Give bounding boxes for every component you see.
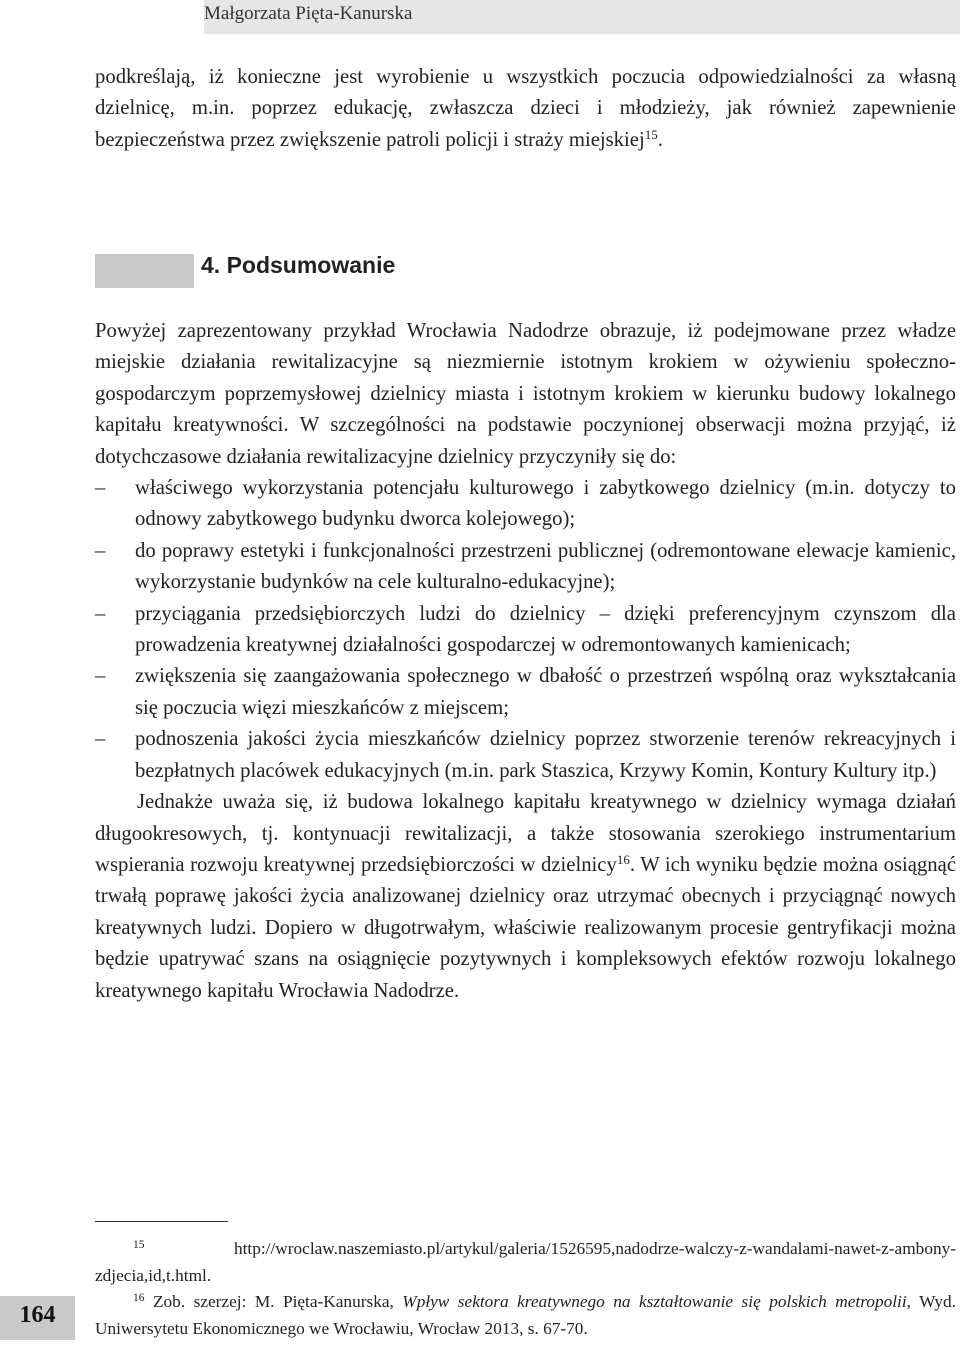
- list-item: [95, 724, 956, 787]
- list-item-text: podnoszenia jakości życia mieszkańców dzielnicy poprzez stworzenie terenów rekreacyjnych i bezpłatnych placówek edukacyjnych (m.in. park Staszica, Krzywy Komin, Kontury Kultury itp.): [135, 728, 956, 782]
- summary-paragraph: Powyżej zaprezentowany przykład Wrocławia Nadodrze obrazuje, iż podejmowane przez władze miejskie działania rewitalizacyjne są niezmiernie istotnym krokiem w ożywieniu społeczno-gospodarczym poprzemysłowej dzielnicy miasta i istotnym krokiem w kierunku budowy lokalnego kapitału kreatywności. W szczególności na podstawie poczynionej obserwacji można przyjąć, iż dotychczasowe działania rewitalizacyjne dzielnicy przyczyniły się do:: [95, 320, 956, 468]
- summary-body: [95, 316, 956, 1007]
- dash-bullet: –: [95, 602, 106, 625]
- footnotes: [95, 1236, 956, 1342]
- footnote-link[interactable]: http://wroclaw.naszemiasto.pl/artykul/galeria/1526595,nadodrze-walczy-z-wandalami-nawet-z-ambony-zdjecia,id,t.html.: [95, 1239, 956, 1285]
- intro-paragraph: [95, 62, 956, 156]
- section-heading: 4. Podsumowanie: [201, 252, 396, 278]
- footnote-book-title: Wpływ sektora kreatywnego na kształtowanie się polskich metropolii: [402, 1292, 907, 1311]
- running-header-author: Małgorzata Pięta-Kanurska: [204, 3, 413, 24]
- footnote-16: [95, 1289, 956, 1342]
- list-item: [95, 599, 956, 662]
- page-number: 164: [19, 1302, 56, 1328]
- section-heading-marker: [95, 254, 194, 288]
- conclusion-text: Jednakże uważa się, iż budowa lokalnego kapitału kreatywnego w dzielnicy wymaga działań długookresowych, tj. kontynuacji rewitalizacji, a także stosowania szerokiego instrumentarium wspierania rozwoju kreatywnej przedsiębiorczości w dzielnicy: [95, 791, 956, 876]
- conclusion-paragraph: [95, 787, 956, 1007]
- list-item-text: zwiększenia się zaangażowania społecznego w dbałość o przestrzeń wspólną oraz wykształcania się poczucia więzi mieszkańców z miejscem;: [135, 665, 956, 719]
- intro-end: .: [657, 128, 663, 151]
- footnote-number: 16: [133, 1292, 145, 1304]
- dash-bullet: –: [95, 665, 106, 688]
- dash-bullet: –: [95, 728, 106, 751]
- dash-bullet: –: [95, 539, 106, 562]
- footnote-separator: [95, 1221, 228, 1222]
- footnote-prefix: Zob. szerzej: M. Pięta-Kanurska,: [152, 1292, 403, 1311]
- list-item: [95, 536, 956, 599]
- list-item: [95, 661, 956, 724]
- footnote-ref-15[interactable]: 15: [644, 126, 658, 142]
- list-item: [95, 473, 956, 536]
- list-item-text: przyciągania przedsiębiorczych ludzi do dzielnicy – dzięki preferencyjnym czynszom dla prowadzenia kreatywnej działalności gospodarczej w odremontowanych kamienicach;: [135, 602, 956, 657]
- footnote-suffix: , Wyd. Uniwersytetu Ekonomicznego we Wrocławiu, Wrocław 2013, s. 67-70.: [95, 1292, 956, 1338]
- summary-list: [95, 473, 956, 787]
- list-item-text: właściwego wykorzystania potencjału kulturowego i zabytkowego dzielnicy (m.in. dotyczy to odnowy zabytkowego budynku dworca kolejowego);: [135, 477, 956, 531]
- list-item-text: do poprawy estetyki i funkcjonalności przestrzeni publicznej (odremontowane elewacje kamienic, wykorzystanie budynków na cele kulturalno-edukacyjne);: [135, 539, 956, 594]
- footnote-15: [95, 1236, 956, 1289]
- footnote-ref-16[interactable]: 16: [616, 851, 630, 867]
- dash-bullet: –: [95, 477, 106, 500]
- intro-text: podkreślają, iż konieczne jest wyrobienie u wszystkich poczucia odpowiedzialności za własną dzielnicę, m.in. poprzez edukację, zwłaszcza dzieci i młodzieży, jak również zapewnienie bezpieczeństwa przez zwiększenie patroli policji i straży miejskiej: [95, 66, 956, 151]
- footnote-number: 15: [133, 1239, 145, 1251]
- conclusion-text-end: . W ich wyniku będzie można osiągnąć trwałą poprawę jakości życia analizowanej dzielnicy oraz utrzymać obecnych i przyciągnąć nowych kreatywnych ludzi. Dopiero w długotrwałym, właściwie realizowanym procesie gentryfikacji można będzie upatrywać szans na osiągnięcie pozytywnych i kompleksowych efektów rozwoju lokalnego kreatywnego kapitału Wrocławia Nadodrze.: [95, 853, 956, 1002]
